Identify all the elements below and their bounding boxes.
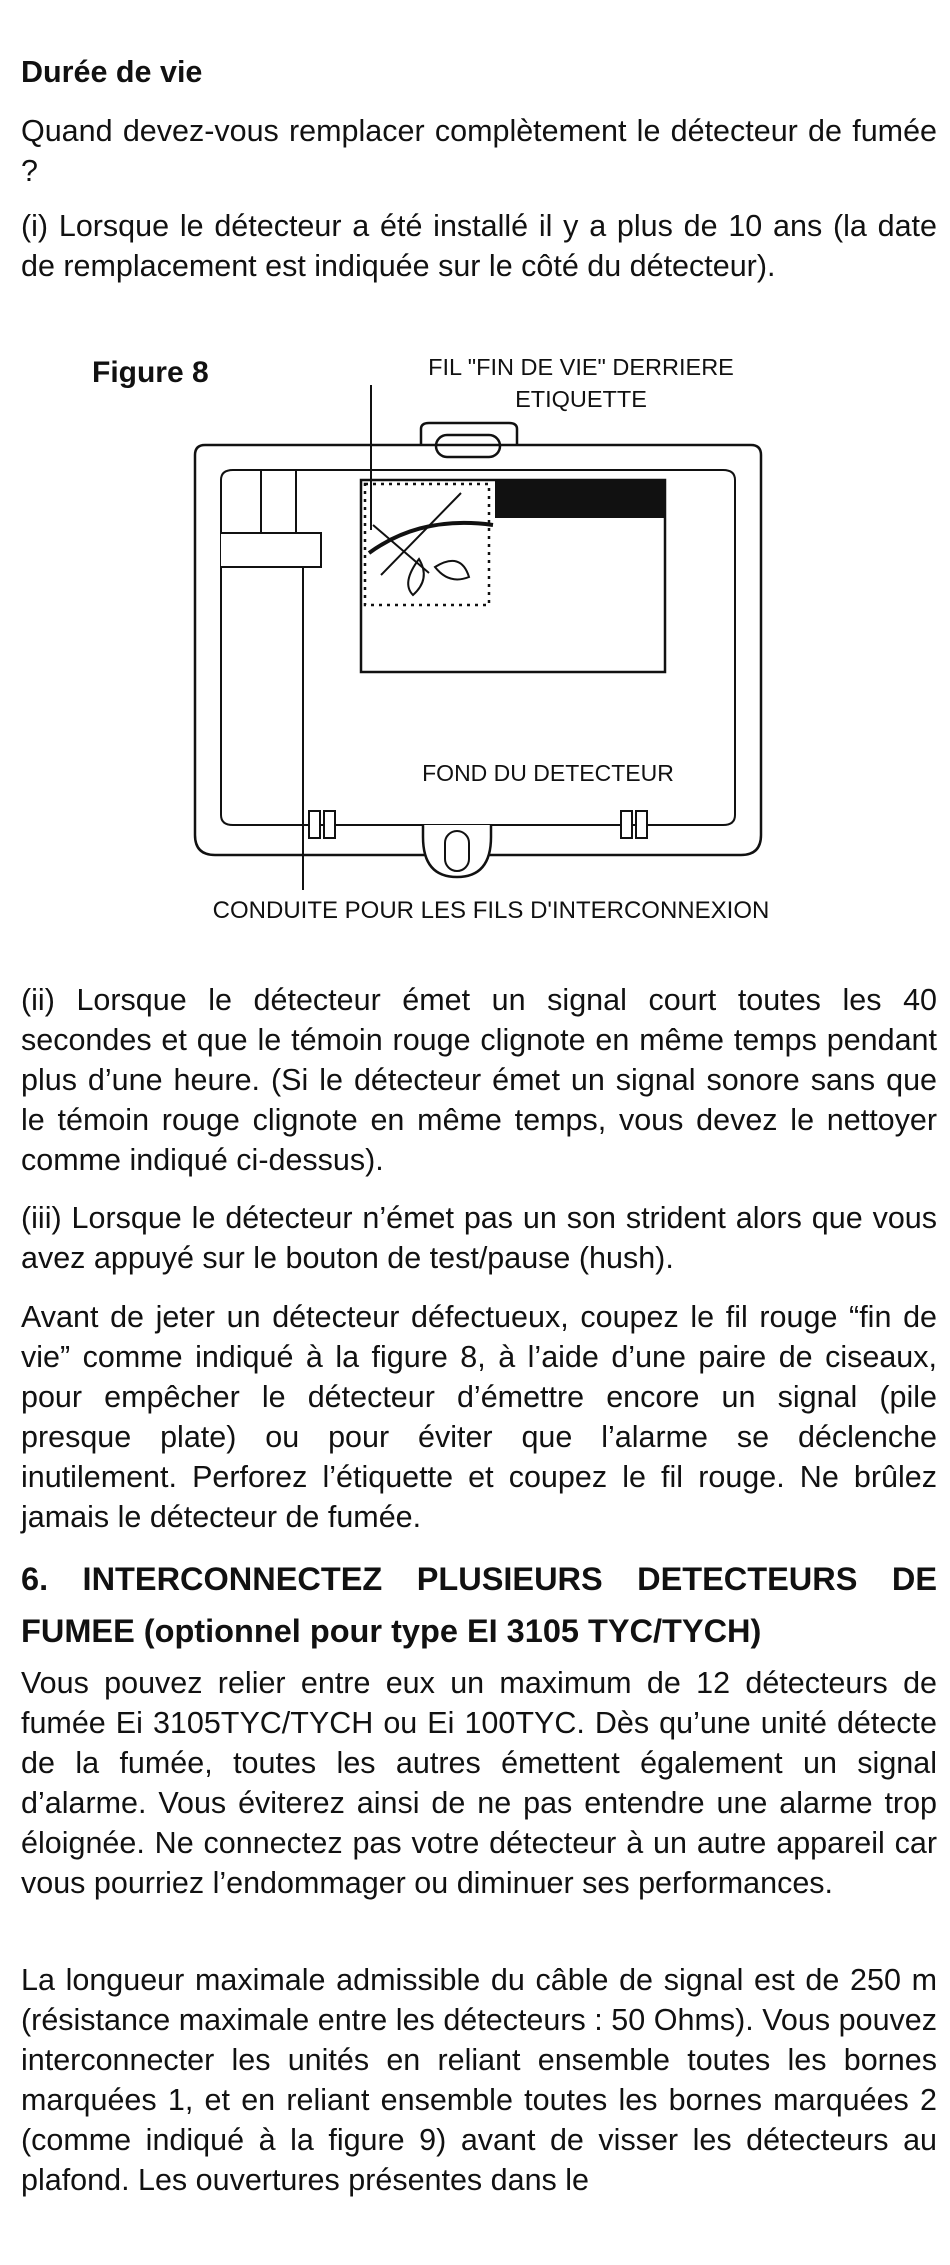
interconnect-heading: 6. INTERCONNECTEZ PLUSIEURS DETECTEURS DE FUMEE (optionnel pour type EI 3105 TYC/TYCH): [21, 1561, 937, 1649]
callout-line-2: ETIQUETTE: [515, 386, 647, 412]
figure-8: [21, 345, 937, 945]
bottom-mounting-notch: [423, 825, 491, 877]
replacement-question: Quand devez-vous remplacer complètement le détecteur de fumée ?: [21, 114, 937, 188]
bottom-tab-right-a: [621, 811, 632, 838]
callout-line-1: FIL "FIN DE VIE" DERRIERE: [428, 354, 734, 380]
interconnect-paragraph-2: La longueur maximale admissible du câble de signal est de 250 m (résistance maximale entre les détecteurs : 50 Ohms). Vous pouvez interconnecter les unités en reliant ensemble toutes les bornes marquées 1, et en reliant ensemble toutes les bornes marquées 2 (comme indiqué à la figure 9) avant de visser les détecteurs au plafond. Les ouvertures présentes dans le: [21, 1963, 937, 2197]
interconnect-conduit-label: CONDUITE POUR LES FILS D'INTERCONNEXION: [212, 897, 770, 924]
case-iii-paragraph: (iii) Lorsque le détecteur n’émet pas un son strident alors que vous avez appuyé sur le bouton de test/pause (hush).: [21, 1201, 937, 1275]
scissor-handle-1: [408, 559, 424, 595]
case-i-paragraph: (i) Lorsque le détecteur a été installé il y a plus de 10 ans (la date de remplacement est indiquée sur le côté du détecteur).: [21, 209, 937, 283]
interconnect-paragraph-1: Vous pouvez relier entre eux un maximum de 12 détecteurs de fumée Ei 3105TYC/TYCH ou Ei 100TYC. Dès qu’une unité détecte de la fumée, toutes les autres émettent également un signal d’alarme. Vous éviterez ainsi de ne pas entendre une alarme trop éloignée. Ne connectez pas votre détecteur à un autre appareil car vous pourriez l’endommager ou diminuer ses performances.: [21, 1666, 937, 1900]
bottom-tab-left-b: [324, 811, 335, 838]
figure-label: Figure 8: [92, 356, 209, 389]
disposal-paragraph: Avant de jeter un détecteur défectueux, coupez le fil rouge “fin de vie” comme indiqué à la figure 8, à l’aide d’une paire de ciseaux, pour empêcher le détecteur d’émettre encore un signal (pile presque plate) ou pour éviter que l’alarme se déclenche inutilement. Perforez l’étiquette et coupez le fil rouge. Ne brûlez jamais le détecteur de fumée.: [21, 1300, 937, 1534]
detector-outer-body: [195, 445, 761, 855]
detector-base-label: FOND DU DETECTEUR: [422, 760, 674, 786]
bottom-tab-left-a: [309, 811, 320, 838]
scissor-handle-2: [435, 561, 469, 580]
lifetime-heading: Durée de vie: [21, 55, 203, 89]
case-ii-paragraph: (ii) Lorsque le détecteur émet un signal court toutes les 40 secondes et que le témoin rouge clignote en même temps pendant plus d’une heure. (Si le détecteur émet un signal sonore sans que le témoin rouge clignote en même temps, vous devez le nettoyer comme indiqué ci-dessus).: [21, 983, 937, 1177]
label-black-band: [495, 480, 665, 518]
detector-base-diagram: [21, 345, 937, 945]
bottom-tab-right-b: [636, 811, 647, 838]
